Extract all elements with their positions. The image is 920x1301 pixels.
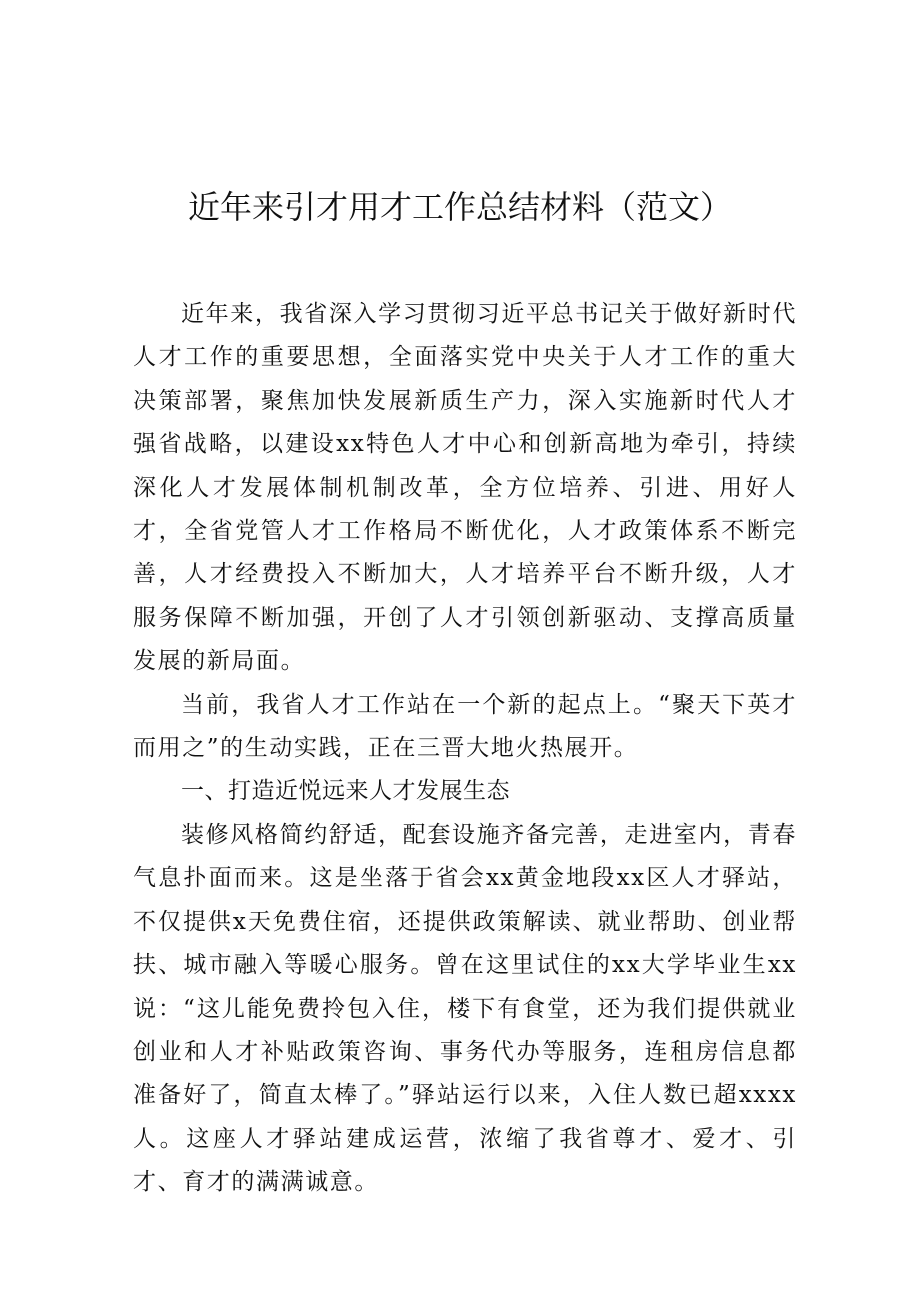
paragraph-talent-station: 装修风格简约舒适，配套设施齐备完善，走进室内，青春气息扑面而来。这是坐落于省会xx黄金地段xx区人才驿站，不仅提供x天免费住宿，还提供政策解读、就业帮助、创业帮扶、城市融入等暖心服务。曾在这里试住的xx大学毕业生xx说：“这儿能免费拎包入住，楼下有食堂，还为我们提供就业创业和人才补贴政策咨询、事务代办等服务，连租房信息都准备好了，简直太棒了。”驿站运行以来，入住人数已超xxxx人。这座人才驿站建成运营，浓缩了我省尊才、爱才、引才、育才的满满诚意。 <box>133 821 797 1196</box>
section-heading: 一、打造近悦远来人才发展生态 <box>181 778 510 805</box>
document-title: 近年来引才用才工作总结材料（范文） <box>187 188 732 226</box>
paragraph-intro: 近年来，我省深入学习贯彻习近平总书记关于做好新时代人才工作的重要思想，全面落实党中央关于人才工作的重大决策部署，聚焦加快发展新质生产力，深入实施新时代人才强省战略，以建设xx特色人才中心和创新高地为牵引，持续深化人才发展体制机制改革，全方位培养、引进、用好人才，全省党管人才工作格局不断优化，人才政策体系不断完善，人才经费投入不断加大，人才培养平台不断升级，人才服务保障不断加强，开创了人才引领创新驱动、支撑高质量发展的新局面。 <box>133 301 797 675</box>
document-body <box>133 293 797 1205</box>
paragraph-current: 当前，我省人才工作站在一个新的起点上。“聚天下英才而用之”的生动实践，正在三晋大地火热展开。 <box>133 691 797 762</box>
